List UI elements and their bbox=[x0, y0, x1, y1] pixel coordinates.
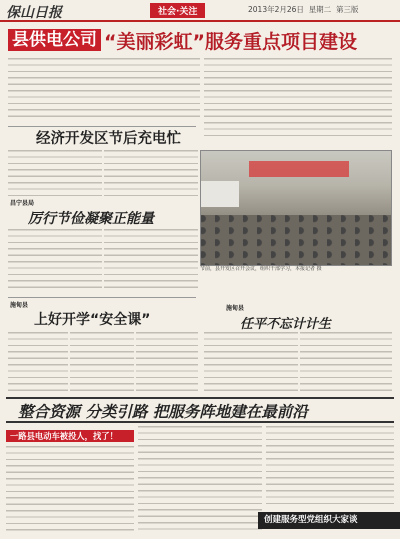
article-body bbox=[104, 229, 198, 293]
article-body bbox=[204, 332, 298, 394]
photo-crowd-shape bbox=[201, 215, 391, 265]
divider bbox=[8, 297, 196, 298]
article-title: 任平不忘计计生 bbox=[240, 317, 332, 332]
page-number: 第三版 bbox=[335, 5, 359, 14]
boxed-article-title: 一路县电动车被投人，找了！ bbox=[6, 430, 134, 442]
section-banner bbox=[6, 397, 394, 423]
masthead-meta bbox=[248, 4, 358, 15]
article-body bbox=[300, 332, 392, 394]
section-label: 社会·关注 bbox=[150, 3, 205, 18]
lead-headline bbox=[8, 27, 392, 54]
article-title: 厉行节俭凝聚正能量 bbox=[28, 211, 154, 227]
column-header-bar: 创建服务型党组织大家谈 bbox=[258, 512, 400, 529]
article-body bbox=[70, 332, 134, 394]
article-title: 上好开学“安全课” bbox=[34, 312, 151, 328]
article-body bbox=[8, 150, 102, 196]
article-body bbox=[8, 332, 68, 394]
photo-banner-shape bbox=[249, 161, 349, 177]
lead-body-left bbox=[8, 58, 200, 122]
issue-weekday: 星期二 bbox=[308, 5, 332, 14]
photo-screen-shape bbox=[201, 181, 239, 207]
masthead bbox=[0, 0, 400, 22]
article-body bbox=[138, 426, 262, 530]
lead-kicker: 县供电公司 bbox=[8, 29, 101, 51]
lead-title: “美丽彩虹”服务重点项目建设 bbox=[104, 31, 357, 53]
article-body bbox=[136, 332, 198, 394]
article-body bbox=[8, 229, 102, 293]
issue-date: 2013年2月26日 bbox=[248, 5, 304, 14]
article-source: 施甸县 bbox=[10, 302, 29, 309]
article-title: 经济开发区节后充电忙 bbox=[36, 131, 181, 147]
article-source: 昌宁县局 bbox=[10, 200, 35, 207]
newspaper-logo: 保山日报 bbox=[6, 5, 62, 21]
article-source: 施甸县 bbox=[226, 305, 245, 312]
article-body bbox=[6, 446, 134, 532]
banner-title: 整合资源 分类引路 把服务阵地建在最前沿 bbox=[18, 403, 308, 421]
news-photo bbox=[200, 150, 392, 266]
article-body bbox=[104, 150, 198, 196]
photo-caption: 节前，县开发区召开会议，组织干部学习，本报记者 摄 bbox=[200, 266, 322, 272]
article-body bbox=[266, 426, 394, 508]
lead-body-right bbox=[204, 58, 392, 140]
